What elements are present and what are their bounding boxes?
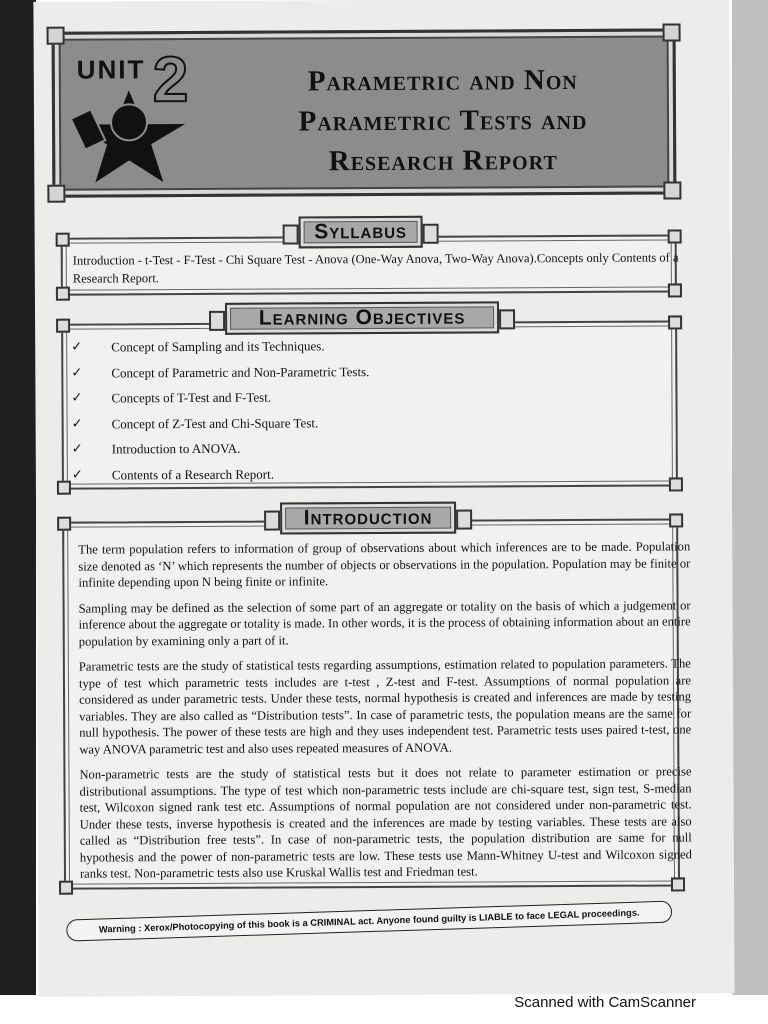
introduction-body xyxy=(78,538,692,891)
box-corner-ornament xyxy=(668,315,682,329)
unit-label: UNIT xyxy=(76,54,146,85)
intro-paragraph: Non-parametric tests are the study of statistical tests but it does not relate to parameter estimation or precise distributional assumptions. The type of test which non-parametric tests include are chi-square test, sign test, S-median test, Wilcoxon signed rank test etc. Assumptions of normal population are not considered under non-parametric test. Under these tests, inverse hypothesis is created and the inferences are made by testing variables. These tests are also called as “Distribution free tests”. In case of non-parametric tests, the population distribution are same for null hypothesis and the power of non-parametric tests are low. These tests use Mann-Whitney U-test and Wilcoxon signed ranks test. Non-parametric tests also use Kruskal Wallis test and Friedman test. xyxy=(79,764,692,881)
unit-title-line: Parametric Tests and xyxy=(298,103,588,138)
objective-text: Concepts of T-Test and F-Test. xyxy=(111,389,272,406)
check-icon: ✓ xyxy=(71,441,83,457)
box-corner-ornament xyxy=(56,319,70,333)
unit-title-line: Research Report xyxy=(328,144,558,178)
check-icon: ✓ xyxy=(71,339,83,355)
scan-background-left xyxy=(0,0,36,995)
banner-corner-ornament xyxy=(663,23,681,41)
list-item xyxy=(71,388,631,416)
box-corner-ornament xyxy=(59,881,73,895)
objectives-heading: Learning Objectives xyxy=(225,301,499,334)
banner-corner-ornament xyxy=(47,185,65,203)
intro-paragraph: Sampling may be defined as the selection of some part of an aggregate or totality on the basis of which a judgement or inference about the aggregate or totality is made. In other words, it is the process of obtaining information about an entire population by examining only a part of it. xyxy=(78,597,691,649)
objective-text: Concept of Parametric and Non-Parametric Tests. xyxy=(111,363,370,380)
banner-corner-ornament xyxy=(47,27,65,45)
book-page xyxy=(33,0,734,997)
syllabus-text: Introduction - t-Test - F-Test - Chi Square Test - Anova (One-Way Anova, Two-Way Anova).Concepts only Contents of a Research Report. xyxy=(72,250,679,286)
box-corner-ornament xyxy=(668,283,682,297)
check-icon: ✓ xyxy=(71,416,83,432)
unit-title-line: Parametric and Non xyxy=(307,63,578,98)
unit-number: 2 xyxy=(152,43,189,116)
box-corner-ornament xyxy=(668,229,682,243)
box-corner-ornament xyxy=(57,481,71,495)
objective-text: Introduction to ANOVA. xyxy=(111,440,241,457)
introduction-heading: Introduction xyxy=(280,502,456,535)
list-item xyxy=(71,362,631,390)
box-corner-ornament xyxy=(56,233,70,247)
box-corner-ornament xyxy=(669,477,683,491)
check-icon: ✓ xyxy=(71,390,83,406)
intro-paragraph: The term population refers to information of group of observations about which inferences are to be made. Population size denoted as ‘N’ which represents the number of objects or observations in the population. Population may be finite or infinite depending upon N being finite or infinite. xyxy=(78,539,691,590)
objective-text: Concept of Z-Test and Chi-Square Test. xyxy=(111,414,319,431)
objective-text: Concept of Sampling and its Techniques. xyxy=(111,338,325,355)
banner-corner-ornament xyxy=(663,181,681,199)
intro-paragraph: Parametric tests are the study of statistical tests regarding assumptions, estimation related to population parameters. The type of test which parametric tests includes are t-test , Z-test and F-test. Assumptions of normal population are considered as under parametric tests. Under these tests, normal hypothesis is created and inferences are made by testing variables. They are also called as “Distribution tests”. In case of parametric tests, the population means are the same for null hypothesis. The power of these tests are high and they uses independent test. Parametric tests uses paired t-test, one way ANOVA parametric test and also uses repeated measures of ANOVA. xyxy=(78,656,692,757)
scanner-watermark: Scanned with CamScanner xyxy=(514,994,696,1011)
scan-background-right xyxy=(732,0,768,995)
copyright-warning: Warning : Xerox/Photocopying of this book is a CRIMINAL act. Anyone found guilty is LIABLE to face LEGAL proceedings. xyxy=(66,901,672,942)
box-corner-ornament xyxy=(56,287,70,301)
star-book-emblem-icon xyxy=(67,82,198,193)
objectives-list xyxy=(71,337,632,493)
unit-title xyxy=(233,60,654,182)
objective-text: Contents of a Research Report. xyxy=(111,466,275,482)
box-corner-ornament xyxy=(57,517,71,531)
list-item xyxy=(72,439,632,467)
list-item xyxy=(71,337,631,365)
syllabus-heading: Syllabus xyxy=(299,216,423,249)
box-corner-ornament xyxy=(669,513,683,527)
list-item xyxy=(72,464,632,492)
unit-banner xyxy=(52,28,677,197)
check-icon: ✓ xyxy=(71,365,83,381)
check-icon: ✓ xyxy=(71,467,83,483)
list-item xyxy=(72,413,632,441)
